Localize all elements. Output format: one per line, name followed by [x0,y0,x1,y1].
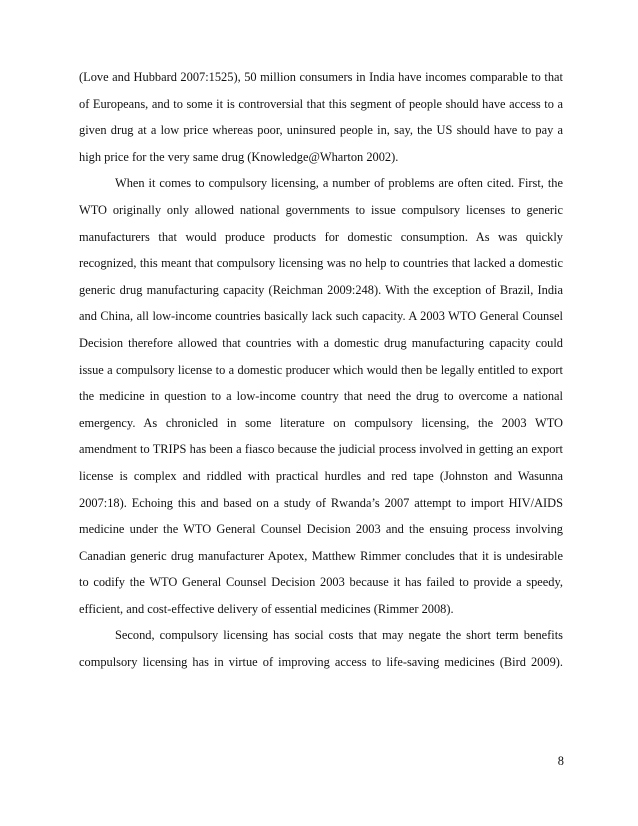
paragraph-2-line-12: license is complex and riddled with practical hurdles and red tape (Johnston and Wasunna [79,468,563,483]
paragraph-2-line-14: medicine under the WTO General Counsel Decision 2003 and the ensuing process involving [79,522,563,537]
paragraph-2-line-1: When it comes to compulsory licensing, a number of problems are often cited. First, the [115,176,563,191]
paragraph-1-line-1: (Love and Hubbard 2007:1525), 50 million consumers in India have incomes comparable to that [79,70,563,84]
paragraph-2-line-2: WTO originally only allowed national governments to issue compulsory licenses to generic [79,202,563,217]
paragraph-2-line-10: emergency. As chronicled in some literature on compulsory licensing, the 2003 WTO [79,415,563,430]
paragraph-2-line-4: recognized, this meant that compulsory licensing was no help to countries that lacked a domestic [79,256,563,271]
paragraph-2-line-7: Decision therefore allowed that countries with a domestic drug manufacturing capacity could [79,335,563,350]
body-text [79,64,563,676]
paragraph-2-line-9: the medicine in question to a low-income country that need the drug to overcome a national [79,389,563,404]
paragraph-2-line-15: Canadian generic drug manufacturer Apotex, Matthew Rimmer concludes that it is undesirable [79,548,563,563]
paragraph-2-line-17: efficient, and cost-effective delivery of essential medicines (Rimmer 2008). [79,601,454,616]
paragraph-2-line-5: generic drug manufacturing capacity (Reichman 2009:248). With the exception of Brazil, India [79,282,563,297]
paragraph-3-line-2: compulsory licensing has in virtue of improving access to life-saving medicines (Bird 2009). [79,655,563,670]
paragraph-2-line-16: to codify the WTO General Counsel Decision 2003 because it has failed to provide a speedy, [79,575,563,590]
paragraph-2-line-6: and China, all low-income countries basically lack such capacity. A 2003 WTO General Counsel [79,309,563,324]
paragraph-2-line-13: 2007:18). Echoing this and based on a study of Rwanda’s 2007 attempt to import HIV/AIDS [79,495,563,510]
paragraph-1-line-3: given drug at a low price whereas poor, uninsured people in, say, the US should have to pay a [79,123,563,138]
page-number: 8 [557,754,564,768]
paragraph-2-line-11: amendment to TRIPS has been a fiasco because the judicial process involved in getting an export [79,442,563,457]
paragraph-1-line-2: of Europeans, and to some it is controversial that this segment of people should have access to a [79,96,563,111]
paragraph-1-line-4: high price for the very same drug (Knowledge@Wharton 2002). [79,149,399,164]
paragraph-2-line-8: issue a compulsory license to a domestic producer which would then be legally entitled to export [79,362,563,377]
paragraph-2-line-3: manufacturers that would produce products for domestic consumption. As was quickly [79,229,563,244]
paragraph-3-line-1: Second, compulsory licensing has social costs that may negate the short term benefits [115,628,563,643]
